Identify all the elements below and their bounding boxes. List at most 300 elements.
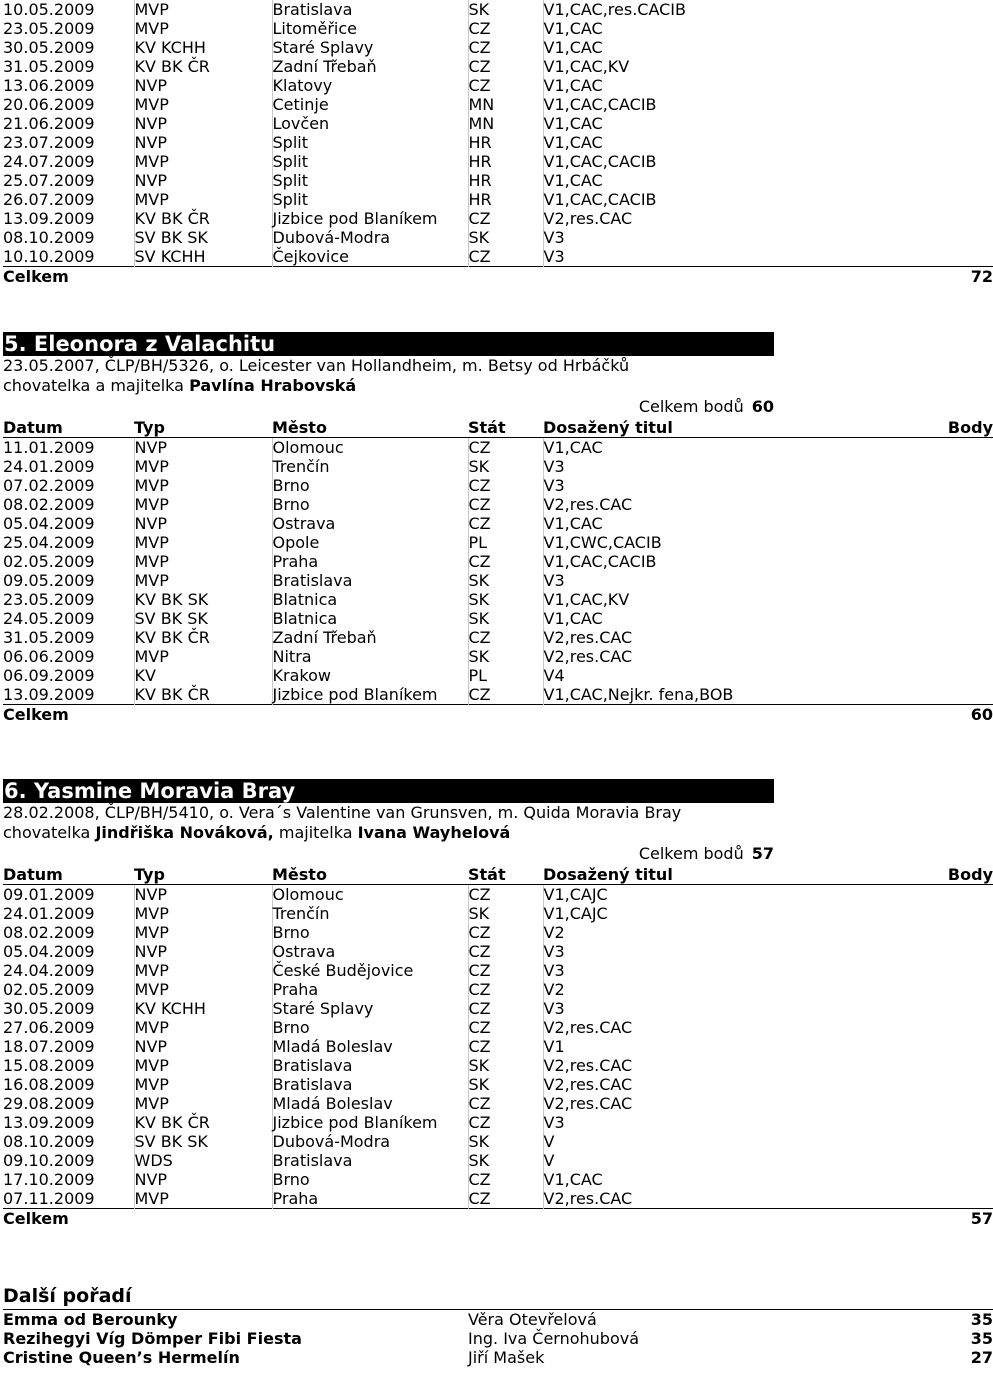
score: 35 — [970, 1310, 993, 1329]
cell-date: 08.02.2009 — [3, 495, 95, 514]
cell-city: Praha — [272, 1189, 468, 1209]
header-city: Město — [272, 865, 468, 885]
table-row — [3, 1075, 993, 1094]
results-table — [3, 865, 993, 1229]
cell-date: 08.02.2009 — [3, 923, 95, 942]
cell-country: CZ — [468, 514, 543, 533]
cell-type: MVP — [134, 495, 272, 514]
cell-points — [923, 1151, 993, 1170]
cell-country: CZ — [468, 1189, 543, 1209]
cell-type: NVP — [134, 133, 272, 152]
cell-date: 25.04.2009 — [3, 533, 95, 552]
cell-title: V3 — [543, 476, 923, 495]
breeder-label: chovatelka — [3, 823, 91, 842]
cell-title: V1,CAC — [543, 38, 923, 57]
cell-title: V3 — [543, 228, 923, 247]
cell-date: 23.05.2009 — [3, 19, 95, 38]
cell-title: V2,res.CAC — [543, 209, 923, 228]
cell-type: MVP — [134, 961, 272, 980]
cell-points — [923, 247, 993, 267]
cell-country: CZ — [468, 1094, 543, 1113]
cell-city: Ostrava — [272, 942, 468, 961]
cell-city: Bratislava — [272, 1056, 468, 1075]
cell-country: SK — [468, 647, 543, 666]
cell-city: Dubová-Modra — [272, 228, 468, 247]
cell-country: SK — [468, 228, 543, 247]
cell-points — [923, 76, 993, 95]
cell-country: SK — [468, 1075, 543, 1094]
cell-type: KV KCHH — [134, 999, 272, 1018]
cell-points — [923, 571, 993, 590]
cell-city: Split — [272, 133, 468, 152]
cell-country: CZ — [468, 685, 543, 705]
owner-name: Věra Otevřelová — [468, 1310, 597, 1329]
table-row — [3, 980, 993, 999]
table-row — [3, 552, 993, 571]
cell-city: Split — [272, 190, 468, 209]
header-date: Datum — [3, 865, 134, 885]
cell-date: 10.10.2009 — [3, 247, 95, 266]
cell-type: MVP — [134, 95, 272, 114]
cell-country: SK — [468, 609, 543, 628]
cell-country: SK — [468, 590, 543, 609]
cell-city: Bratislava — [272, 571, 468, 590]
cell-city: Krakow — [272, 666, 468, 685]
cell-city: Blatnica — [272, 609, 468, 628]
table-row — [3, 152, 993, 171]
cell-points — [923, 457, 993, 476]
score: 27 — [970, 1348, 993, 1367]
cell-type: MVP — [134, 1189, 272, 1209]
cell-country: CZ — [468, 923, 543, 942]
cell-country: CZ — [468, 1170, 543, 1189]
dog-name: Rezihegyi Víg Dömper Fibi Fiesta — [3, 1329, 302, 1348]
cell-city: Jizbice pod Blaníkem — [272, 209, 468, 228]
cell-type: MVP — [134, 476, 272, 495]
cell-type: NVP — [134, 942, 272, 961]
cell-city: Nitra — [272, 647, 468, 666]
header-type: Typ — [134, 865, 272, 885]
cell-date: 30.05.2009 — [3, 999, 95, 1018]
cell-type: SV BK SK — [134, 609, 272, 628]
table-row — [3, 647, 993, 666]
cell-title: V3 — [543, 457, 923, 476]
cell-date: 08.10.2009 — [3, 1132, 95, 1151]
cell-date: 31.05.2009 — [3, 628, 95, 647]
total-points-label: Celkem bodů — [638, 397, 744, 416]
table-row — [3, 590, 993, 609]
table-row — [3, 923, 993, 942]
cell-type: NVP — [134, 1037, 272, 1056]
total-points-value: 57 — [751, 844, 774, 863]
breeder-name: Jindřiška Nováková, — [95, 823, 274, 842]
total-points-value: 60 — [751, 397, 774, 416]
cell-city: Bratislava — [272, 1151, 468, 1170]
cell-city: Dubová-Modra — [272, 1132, 468, 1151]
table-row — [3, 0, 993, 19]
total-label: Celkem — [3, 267, 923, 288]
cell-date: 02.05.2009 — [3, 552, 95, 571]
total-row — [3, 705, 993, 726]
cell-date: 07.11.2009 — [3, 1189, 95, 1208]
breeder-line — [3, 376, 993, 396]
cell-type: SV BK SK — [134, 228, 272, 247]
cell-country: CZ — [468, 209, 543, 228]
cell-date: 24.01.2009 — [3, 904, 95, 923]
cell-date: 05.04.2009 — [3, 942, 95, 961]
table-row — [3, 95, 993, 114]
cell-type: KV BK ČR — [134, 685, 272, 705]
dog-info: 28.02.2008, ČLP/BH/5410, o. Vera´s Valentine van Grunsven, m. Quida Moravia Bray — [3, 803, 682, 822]
total-value: 72 — [923, 267, 993, 288]
cell-title: V1,CAC — [543, 609, 923, 628]
cell-city: Brno — [272, 476, 468, 495]
list-item — [3, 1348, 993, 1367]
cell-title: V1,CWC,CACIB — [543, 533, 923, 552]
cell-city: Zadní Třebaň — [272, 57, 468, 76]
cell-title: V1,CAC,KV — [543, 590, 923, 609]
cell-city: Litoměřice — [272, 19, 468, 38]
cell-title: V3 — [543, 961, 923, 980]
cell-title: V — [543, 1132, 923, 1151]
cell-title: V1,CAC,KV — [543, 57, 923, 76]
cell-points — [923, 190, 993, 209]
table-row — [3, 1151, 993, 1170]
owner-name: Jiří Mašek — [468, 1348, 545, 1367]
further-ranking-table — [3, 1310, 993, 1367]
table-row — [3, 1094, 993, 1113]
cell-country: SK — [468, 1132, 543, 1151]
cell-country: CZ — [468, 999, 543, 1018]
cell-title: V2,res.CAC — [543, 1189, 923, 1209]
cell-date: 05.04.2009 — [3, 514, 95, 533]
total-points-line — [3, 396, 774, 418]
dog-title: 6. Yasmine Moravia Bray — [3, 779, 774, 803]
cell-points — [923, 628, 993, 647]
cell-city: Mladá Boleslav — [272, 1037, 468, 1056]
cell-points — [923, 495, 993, 514]
cell-points — [923, 133, 993, 152]
dog-section-6 — [3, 779, 993, 1229]
cell-points — [923, 114, 993, 133]
cell-type: KV BK ČR — [134, 57, 272, 76]
cell-points — [923, 95, 993, 114]
cell-country: CZ — [468, 885, 543, 905]
cell-title: V2 — [543, 923, 923, 942]
cell-date: 25.07.2009 — [3, 171, 95, 190]
cell-type: NVP — [134, 438, 272, 458]
total-value: 60 — [923, 705, 993, 726]
cell-title: V2,res.CAC — [543, 1056, 923, 1075]
cell-country: SK — [468, 1151, 543, 1170]
cell-date: 29.08.2009 — [3, 1094, 95, 1113]
table-row — [3, 190, 993, 209]
table-row — [3, 476, 993, 495]
cell-country: CZ — [468, 1037, 543, 1056]
cell-title: V1,CAC — [543, 438, 923, 458]
total-row — [3, 1209, 993, 1230]
table-row — [3, 247, 993, 267]
cell-title: V1,CAC — [543, 171, 923, 190]
cell-country: CZ — [468, 1113, 543, 1132]
cell-country: HR — [468, 133, 543, 152]
cell-date: 21.06.2009 — [3, 114, 95, 133]
cell-points — [923, 514, 993, 533]
table-row — [3, 438, 993, 458]
cell-title: V — [543, 1151, 923, 1170]
header-points: Body — [923, 865, 993, 885]
cell-date: 06.06.2009 — [3, 647, 95, 666]
cell-city: Praha — [272, 552, 468, 571]
cell-city: Brno — [272, 1018, 468, 1037]
cell-date: 10.05.2009 — [3, 0, 95, 19]
cell-points — [923, 1018, 993, 1037]
dog-title: 5. Eleonora z Valachitu — [3, 332, 774, 356]
cell-type: MVP — [134, 457, 272, 476]
cell-date: 30.05.2009 — [3, 38, 95, 57]
cell-points — [923, 885, 993, 905]
cell-type: MVP — [134, 152, 272, 171]
list-item — [3, 1310, 993, 1329]
cell-city: Staré Splavy — [272, 999, 468, 1018]
cell-country: CZ — [468, 38, 543, 57]
table-row — [3, 57, 993, 76]
cell-country: CZ — [468, 942, 543, 961]
breeder-name: Pavlína Hrabovská — [189, 376, 357, 395]
cell-country: CZ — [468, 476, 543, 495]
cell-title: V2 — [543, 980, 923, 999]
cell-points — [923, 1113, 993, 1132]
cell-type: NVP — [134, 171, 272, 190]
cell-country: PL — [468, 533, 543, 552]
cell-city: Blatnica — [272, 590, 468, 609]
cell-title: V1,CAC — [543, 133, 923, 152]
table-row — [3, 1189, 993, 1209]
cell-city: Čejkovice — [272, 247, 468, 267]
cell-city: Zadní Třebaň — [272, 628, 468, 647]
cell-title: V1,CAC — [543, 114, 923, 133]
cell-points — [923, 209, 993, 228]
dog-name: Emma od Berounky — [3, 1310, 178, 1329]
cell-city: Ostrava — [272, 514, 468, 533]
cell-type: KV BK ČR — [134, 1113, 272, 1132]
cell-title: V4 — [543, 666, 923, 685]
cell-points — [923, 1189, 993, 1209]
cell-city: Staré Splavy — [272, 38, 468, 57]
cell-type: NVP — [134, 114, 272, 133]
table-row — [3, 171, 993, 190]
owner-name: Ing. Iva Černohubová — [468, 1329, 640, 1348]
cell-country: SK — [468, 0, 543, 19]
cell-date: 24.01.2009 — [3, 457, 95, 476]
cell-points — [923, 1170, 993, 1189]
table-row — [3, 685, 993, 705]
cell-country: CZ — [468, 438, 543, 458]
table-row — [3, 885, 993, 905]
cell-city: Split — [272, 171, 468, 190]
header-country: Stát — [468, 418, 543, 438]
further-ranking — [3, 1283, 993, 1367]
cell-title: V3 — [543, 571, 923, 590]
cell-city: Trenčín — [272, 904, 468, 923]
cell-title: V2,res.CAC — [543, 1018, 923, 1037]
cell-type: NVP — [134, 1170, 272, 1189]
table-row — [3, 1132, 993, 1151]
cell-city: Praha — [272, 980, 468, 999]
cell-points — [923, 152, 993, 171]
cell-type: MVP — [134, 571, 272, 590]
cell-type: WDS — [134, 1151, 272, 1170]
table-row — [3, 133, 993, 152]
results-table — [3, 0, 993, 287]
top-results — [3, 0, 993, 287]
cell-date: 02.05.2009 — [3, 980, 95, 999]
table-row — [3, 209, 993, 228]
cell-title: V2,res.CAC — [543, 495, 923, 514]
cell-country: CZ — [468, 628, 543, 647]
cell-title: V1,CAC — [543, 1170, 923, 1189]
cell-type: MVP — [134, 647, 272, 666]
cell-points — [923, 1075, 993, 1094]
cell-city: Jizbice pod Blaníkem — [272, 685, 468, 705]
table-row — [3, 514, 993, 533]
cell-date: 23.05.2009 — [3, 590, 95, 609]
cell-type: MVP — [134, 1094, 272, 1113]
cell-title: V1 — [543, 1037, 923, 1056]
cell-city: Split — [272, 152, 468, 171]
table-row — [3, 76, 993, 95]
further-ranking-title: Další pořadí — [3, 1283, 993, 1310]
cell-title: V1,CAC — [543, 514, 923, 533]
cell-type: MVP — [134, 980, 272, 999]
cell-title: V1,CAJC — [543, 904, 923, 923]
cell-city: Brno — [272, 923, 468, 942]
header-city: Město — [272, 418, 468, 438]
cell-points — [923, 228, 993, 247]
cell-points — [923, 923, 993, 942]
cell-country: CZ — [468, 961, 543, 980]
table-row — [3, 114, 993, 133]
cell-type: KV — [134, 666, 272, 685]
header-date: Datum — [3, 418, 134, 438]
cell-title: V2,res.CAC — [543, 1075, 923, 1094]
cell-date: 17.10.2009 — [3, 1170, 95, 1189]
cell-date: 23.07.2009 — [3, 133, 95, 152]
results-table — [3, 418, 993, 725]
cell-type: KV BK ČR — [134, 628, 272, 647]
table-row — [3, 571, 993, 590]
cell-date: 24.04.2009 — [3, 961, 95, 980]
cell-points — [923, 1037, 993, 1056]
table-row — [3, 1037, 993, 1056]
cell-city: Brno — [272, 1170, 468, 1189]
cell-type: MVP — [134, 1075, 272, 1094]
cell-points — [923, 0, 993, 19]
cell-type: MVP — [134, 19, 272, 38]
table-row — [3, 628, 993, 647]
cell-type: NVP — [134, 514, 272, 533]
cell-type: NVP — [134, 76, 272, 95]
cell-points — [923, 590, 993, 609]
total-row — [3, 267, 993, 288]
cell-points — [923, 999, 993, 1018]
table-row — [3, 1018, 993, 1037]
cell-city: Lovčen — [272, 114, 468, 133]
cell-title: V2,res.CAC — [543, 1094, 923, 1113]
table-row — [3, 228, 993, 247]
cell-type: MVP — [134, 923, 272, 942]
cell-points — [923, 980, 993, 999]
cell-points — [923, 942, 993, 961]
cell-title: V2,res.CAC — [543, 647, 923, 666]
cell-country: CZ — [468, 552, 543, 571]
cell-points — [923, 609, 993, 628]
header-country: Stát — [468, 865, 543, 885]
cell-date: 11.01.2009 — [3, 438, 95, 457]
cell-points — [923, 685, 993, 705]
cell-type: KV KCHH — [134, 38, 272, 57]
cell-title: V3 — [543, 999, 923, 1018]
cell-title: V1,CAC,CACIB — [543, 190, 923, 209]
total-points-label: Celkem bodů — [638, 844, 744, 863]
header-title: Dosažený titul — [543, 418, 923, 438]
cell-city: Brno — [272, 495, 468, 514]
cell-type: MVP — [134, 190, 272, 209]
cell-date: 13.09.2009 — [3, 209, 95, 228]
cell-country: HR — [468, 152, 543, 171]
table-row — [3, 1056, 993, 1075]
total-points-line — [3, 843, 774, 865]
cell-points — [923, 1094, 993, 1113]
cell-title: V3 — [543, 247, 923, 267]
cell-points — [923, 961, 993, 980]
dog-name: Cristine Queen’s Hermelín — [3, 1348, 240, 1367]
cell-type: MVP — [134, 552, 272, 571]
cell-date: 13.09.2009 — [3, 1113, 95, 1132]
header-points: Body — [923, 418, 993, 438]
list-item — [3, 1329, 993, 1348]
table-row — [3, 904, 993, 923]
cell-type: KV BK ČR — [134, 209, 272, 228]
cell-date: 06.09.2009 — [3, 666, 95, 685]
cell-points — [923, 533, 993, 552]
cell-points — [923, 647, 993, 666]
cell-type: MVP — [134, 904, 272, 923]
cell-title: V3 — [543, 1113, 923, 1132]
table-row — [3, 1170, 993, 1189]
cell-city: České Budějovice — [272, 961, 468, 980]
table-row — [3, 495, 993, 514]
cell-city: Olomouc — [272, 438, 468, 458]
table-row — [3, 666, 993, 685]
table-row — [3, 533, 993, 552]
cell-type: KV BK SK — [134, 590, 272, 609]
cell-date: 24.05.2009 — [3, 609, 95, 628]
header-title: Dosažený titul — [543, 865, 923, 885]
cell-city: Klatovy — [272, 76, 468, 95]
cell-date: 09.10.2009 — [3, 1151, 95, 1170]
breeder-line — [3, 823, 993, 843]
cell-points — [923, 438, 993, 458]
cell-country: CZ — [468, 980, 543, 999]
cell-type: NVP — [134, 885, 272, 905]
cell-points — [923, 57, 993, 76]
cell-points — [923, 552, 993, 571]
table-row — [3, 1113, 993, 1132]
cell-country: MN — [468, 114, 543, 133]
cell-country: SK — [468, 904, 543, 923]
cell-country: CZ — [468, 247, 543, 267]
